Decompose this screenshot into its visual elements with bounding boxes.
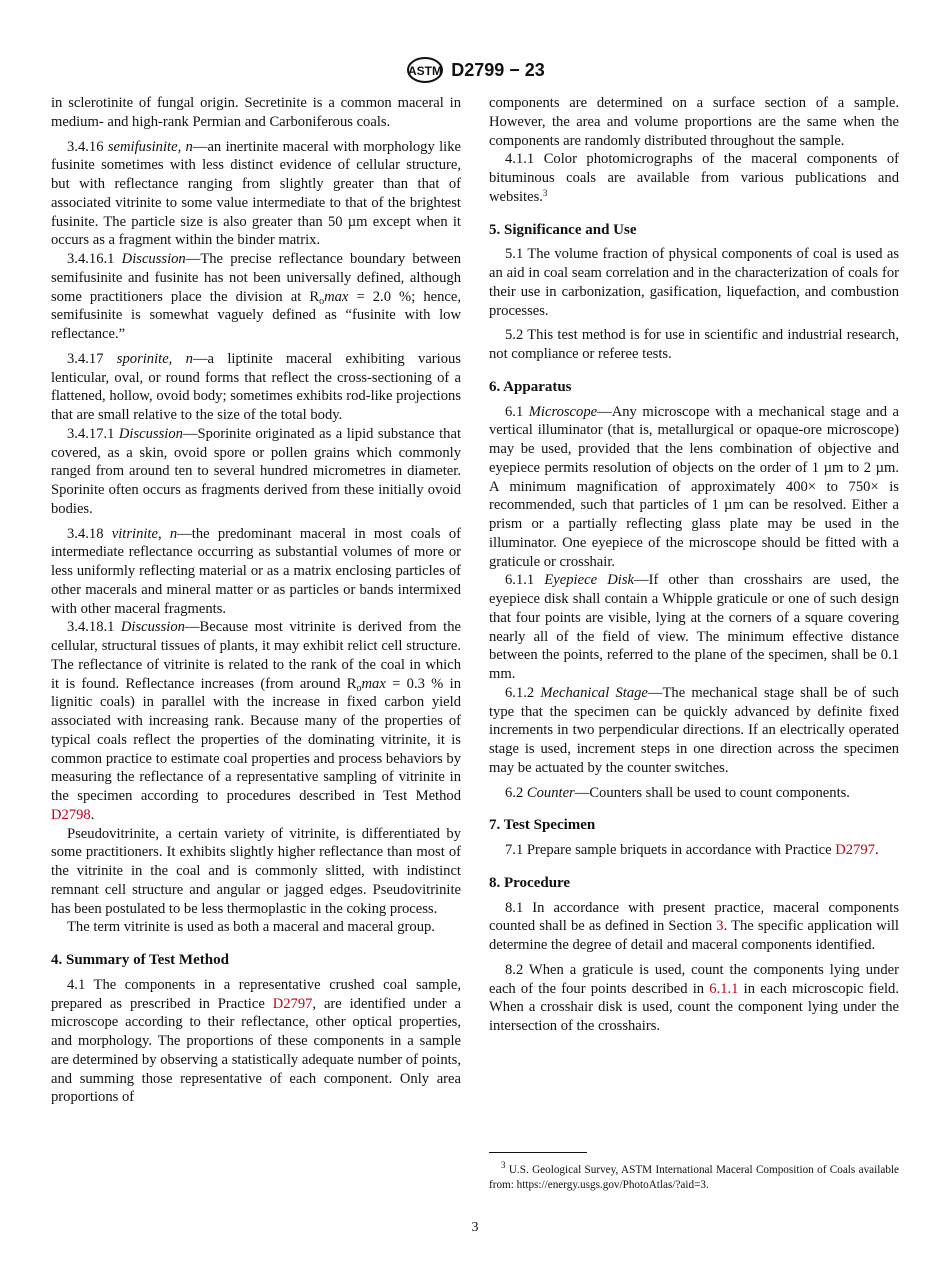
text-run: semifusinite, n bbox=[107, 138, 193, 155]
text-run: = 0.3 % in lignitic coals) in parallel with the increase in fixed carbon yield associated with increasing rank. Because many of the properties of typical coals reflect the properties of the dominating vitrinite, it is common practice to estimate coal properties and process behaviors by measuring the reflectance of a representative sampling of vitrinite in the specimen according to procedures described in Test Method bbox=[51, 675, 461, 804]
reference-link[interactable]: 6.1.1 bbox=[709, 980, 739, 997]
text-run: Microscope bbox=[528, 403, 598, 420]
paragraph bbox=[489, 150, 899, 206]
text-run: —The precise reflectance boundary between semifusinite and fusinite has not been universally defined, although some practitioners place the division at R bbox=[51, 251, 461, 305]
text-run: 3.4.17.1 bbox=[67, 425, 119, 442]
paragraph bbox=[51, 825, 461, 919]
text-run: Mechanical Stage bbox=[540, 684, 648, 701]
text-run: vitrinite, n bbox=[111, 525, 178, 542]
footnote-divider bbox=[489, 1152, 587, 1153]
paragraph bbox=[51, 94, 461, 132]
text-run: —a liptinite maceral exhibiting various lenticular, oval, or round forms that reflect the cross-sectioning of a flattened, hollow, ovoid body; sometimes exhibits rod-like projections that are small relative to the size of the total body. bbox=[51, 350, 461, 423]
paragraph bbox=[489, 784, 899, 803]
paragraph bbox=[51, 918, 461, 937]
page-header bbox=[0, 56, 950, 89]
text-run: . bbox=[90, 806, 95, 823]
paragraph bbox=[489, 326, 899, 364]
reference-link[interactable]: D2798 bbox=[51, 806, 91, 823]
text-run: Pseudovitrinite, a certain variety of vitrinite, is differentiated by some practitioners. It exhibits slightly higher reflectance than most of the vitrinite in the coal and is commonly slitted, with indistinct remnant cell structure and angular or jagged edges. Pseudovitrinite has been postulated to be less thermoplastic in the coking process. bbox=[51, 825, 461, 917]
text-run: 3.4.16.1 bbox=[67, 251, 122, 267]
text-run: Discussion bbox=[120, 619, 185, 636]
section-heading: 8. Procedure bbox=[489, 874, 571, 891]
paragraph bbox=[489, 403, 899, 572]
footnote-ref: 3 bbox=[542, 187, 548, 198]
text-run: 6.1 bbox=[505, 403, 529, 420]
paragraph bbox=[51, 525, 461, 619]
section-heading: 4. Summary of Test Method bbox=[51, 952, 229, 968]
text-run: 5.2 This test method is for use in scientific and industrial research, not compliance or referee tests. bbox=[489, 327, 899, 362]
text-run: —The mechanical stage shall be of such type that the specimen can be quickly advanced by definite fixed increments in two perpendicular directions. If an electrically operated stage is used, increment steps in one direction across the specimen may be actuated by the counter switches. bbox=[489, 684, 899, 776]
text-run: 6.1.1 bbox=[505, 572, 545, 589]
reference-link[interactable]: D2797 bbox=[835, 842, 875, 858]
paragraph bbox=[489, 841, 899, 860]
text-run: . bbox=[875, 842, 879, 858]
text-run: —Any microscope with a mechanical stage and a vertical illuminator (that is, metallurgical or opaque-ore microscope) may be used, provided that the lens combination of objective and eyepiece permits resolution of objects on the order of 1 µm to 2 µm. A minimum magnification of approximately 400× to 750× is recommended, such that particles of 1 µm can be resolved. Either a prism or a partially reflecting glass plate may be used in the illuminator. One eyepiece of the microscope should be fitted with a graticule or crosshair. bbox=[489, 403, 900, 570]
footnote bbox=[489, 1160, 899, 1193]
text-run: = 2.0 %; hence, semifusinite is somewhat vaguely defined as “fusinite with low reflectance.” bbox=[51, 288, 462, 342]
text-run: 3.4.18 bbox=[67, 525, 112, 542]
text-run: sporinite, n bbox=[116, 350, 193, 367]
right-column bbox=[489, 94, 899, 1036]
text-run: o bbox=[356, 682, 362, 694]
text-run: —Because most vitrinite is derived from the cellular, structural tissues of plants, it may exhibit relict cell structure. The reflectance of vitrinite is related to the rank of the coal in which it is found. Reflectance increases (from around R bbox=[51, 619, 461, 692]
text-run: 3.4.17 bbox=[67, 350, 117, 367]
text-run: 4.1 The components in a representative crushed coal sample, prepared as prescribed in Practice bbox=[51, 976, 461, 1012]
text-run: 7.1 Prepare sample briquets in accordance with Practice bbox=[505, 842, 836, 858]
text-run: in sclerotinite of fungal origin. Secretinite is a common maceral in medium- and high-rank Permian and Carboniferous coals. bbox=[51, 95, 461, 130]
footnote-mark: 3 bbox=[501, 1160, 506, 1170]
astm-logo-icon bbox=[405, 56, 445, 84]
text-run: The term vitrinite is used as both a maceral and maceral group. bbox=[67, 919, 435, 936]
paragraph bbox=[489, 571, 899, 684]
paragraph bbox=[51, 618, 461, 824]
text-run: Counter bbox=[526, 784, 575, 801]
paragraph bbox=[51, 250, 461, 344]
paragraph bbox=[51, 138, 461, 251]
footnote-text: U.S. Geological Survey, ASTM International Maceral Composition of Coals available from: https://energy.usgs.gov/PhotoAtlas/?aid=3. bbox=[489, 1164, 899, 1191]
text-run: . The specific application will determine the degree of detail and maceral components identified. bbox=[489, 918, 899, 953]
text-run: Eyepiece Disk bbox=[544, 572, 634, 589]
text-run: , are identified under a microscope according to their reflectance, other optical properties, and morphology. The proportions of these components in a sample are determined by observing a statistically adequate number of points, and summing those representative of each component. Only area proportions of bbox=[51, 995, 461, 1106]
text-run: —Counters shall be used to count components. bbox=[574, 784, 850, 801]
text-run: —If other than crosshairs are used, the eyepiece disk shall contain a Whipple graticule or one of such design that four points are visible, lying at the corners of a square covering nearly all of the field of view. The minimum effective distance between the points, referred to the plane of the specimen, shall be 0.1 mm. bbox=[489, 572, 899, 682]
text-run: —an inertinite maceral with morphology like fusinite sometimes with less distinct evidence of cellular structure, but with reflectance ranging from slightly greater than that of associated vitrinite to some value intermediate to that of the brightest fusinite. The particle size is also greater than 50 µm except when it occurs as a fragment within the binder matrix. bbox=[51, 138, 461, 249]
text-run: 3.4.18.1 bbox=[67, 619, 121, 636]
text-run: Discussion bbox=[121, 251, 186, 267]
left-column bbox=[51, 94, 461, 1107]
document-designation: D2799 − 23 bbox=[451, 59, 545, 80]
paragraph bbox=[489, 684, 899, 778]
section-heading: 6. Apparatus bbox=[489, 378, 572, 395]
text-run: 6.1.2 bbox=[505, 684, 541, 701]
paragraph bbox=[51, 350, 461, 425]
text-run: components are determined on a surface section of a sample. However, the area and volume proportions are the same when the components are randomly distributed throughout the sample. bbox=[489, 95, 899, 149]
paragraph bbox=[489, 94, 899, 150]
page-number: 3 bbox=[471, 1220, 479, 1235]
text-run: 6.2 bbox=[505, 784, 527, 801]
text-run: Discussion bbox=[118, 425, 183, 442]
paragraph bbox=[51, 976, 461, 1107]
paragraph bbox=[489, 899, 899, 955]
text-run: 4.1.1 Color photomicrographs of the maceral components of bituminous coals are available from various publications and websites. bbox=[489, 151, 899, 205]
text-run: max bbox=[361, 675, 386, 692]
text-run: 8.1 In accordance with present practice, maceral components counted shall be as defined in Section bbox=[489, 899, 899, 935]
text-run: 8.2 When a graticule is used, count the components lying under each of the four points described in bbox=[489, 961, 899, 997]
text-run: 5.1 The volume fraction of physical components of coal is used as an aid in coal seam correlation and in the characterization of coals for their use in carbonization, gasification, liquefaction, and combustion processes. bbox=[489, 246, 899, 319]
paragraph bbox=[489, 961, 899, 1036]
text-run: in each microscopic field. When a crosshair disk is used, count the component lying under the intersection of the crosshairs. bbox=[489, 980, 900, 1034]
text-run: —the predominant maceral in most coals of intermediate reflectance occurring as substantial volumes of more or less uniformly reflecting material or as a matrix enclosing particles of other macerals and mineral matter or as particles or bands intermixed with other maceral fragments. bbox=[51, 525, 461, 617]
reference-link[interactable]: 3 bbox=[716, 918, 724, 935]
paragraph bbox=[51, 425, 461, 519]
paragraph bbox=[489, 245, 899, 320]
reference-link[interactable]: D2797 bbox=[272, 995, 313, 1012]
section-heading: 5. Significance and Use bbox=[489, 221, 637, 238]
text-run: max bbox=[324, 288, 349, 305]
text-run: 3.4.16 bbox=[67, 138, 108, 155]
text-run: o bbox=[319, 295, 325, 307]
svg-text:ASTM: ASTM bbox=[408, 64, 443, 78]
text-run: —Sporinite originated as a lipid substance that covered, as a skin, ovoid spore or pollen grains which commonly ranged from around ten to several hundred micrometres in diameter. Sporinite often occurs as fragments derived from these initially ovoid bodies. bbox=[51, 425, 461, 517]
section-heading: 7. Test Specimen bbox=[489, 817, 596, 834]
